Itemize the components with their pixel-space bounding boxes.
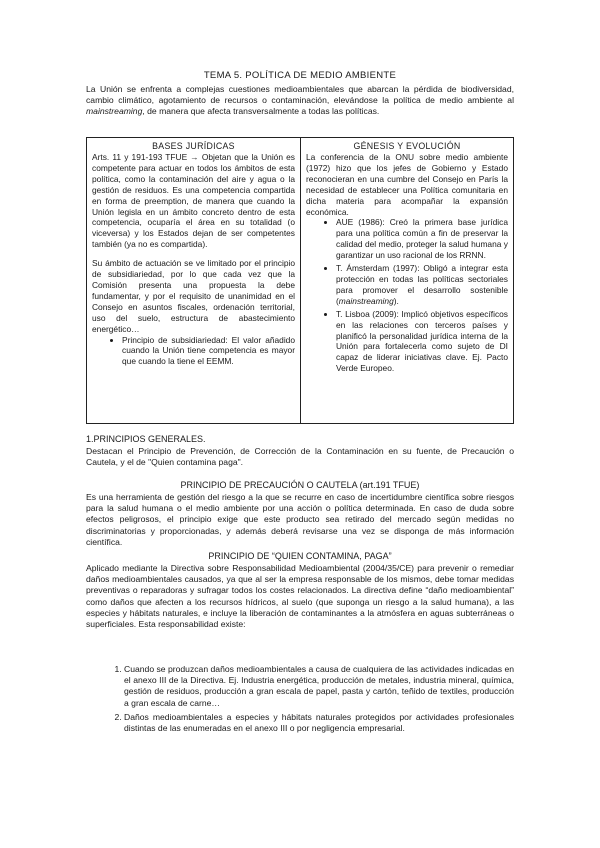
genesis-list [306,217,508,374]
list-item [336,263,508,307]
list-item-text-end: ). [393,295,399,306]
list-item: 1. Cuando se produzcan daños medioambientales a causa de cualquiera de las actividades indicadas en el anexo III de la Directiva. Ej. Industria energética, producción de metales, industria mineral, química, gestión de residuos, producción a gran escala de papel, pasta y cartón, teñido de textiles, producción a gran escala de carne… [124,664,514,709]
list-item: • AUE (1986): Creó la primera base jurídica para una política común a fin de preservar la calidad del medio, proteger la salud humana y garantizar un uso racional de los RRNN. [336,217,508,261]
genesis-header: GÉNESIS Y EVOLUCIÓN [353,141,461,151]
section-quien-contamina-text: Aplicado mediante la Directiva sobre Responsabilidad Medioambiental (2004/35/CE) para prevenir o remediar daños medioambientales causados, ya que al ser la empresa responsable de los mismos, debe tomar medidas preventivas o reparadoras y sufragar todos los costes relacionados. La directiva define “daño medioambiental” como daños que afecten a los recursos hídricos, al suelo (que suponga un riesgo a la salud humana), a las especies y hábitats naturales, e incluye la liberación de contaminantes a la atmósfera en aguas subterráneas o superficiales. Esta responsabilidad existe: [86,563,514,630]
section-heading-principios: 1.PRINCIPIOS GENERALES. [86,434,206,444]
list-item: • T. Lisboa (2009): Implicó objetivos específicos en las relaciones con terceros países y planificó la personalidad jurídica interna de la Unión para fortalecerla como sujeto de DI capaz de liderar iniciativas clave. Ej. Pacto Verde Europeo. [336,309,508,374]
intro-italic: mainstreaming [86,106,143,117]
bases-header: BASES JURÍDICAS [152,141,235,151]
list-item-italic: mainstreaming [338,295,394,306]
document-title: TEMA 5. POLÍTICA DE MEDIO AMBIENTE [203,70,397,81]
table-column-bases [87,138,301,423]
genesis-paragraph-1: La conferencia de la ONU sobre medio ambiente (1972) hizo que los jefes de Gobierno y Estado reconocieran en una cumbre del Consejo en París la necesidad de establecer una Política comunitaria en dicha materia para acompañar la expansión económica. [306,152,508,217]
list-item-text: T. Ámsterdam (1997): Obligó a integrar esta protección en todas las políticas sectoriales para promover el desarrollo sostenible ( [336,263,508,306]
list-item: • Principio de subsidiariedad: El valor añadido cuando la Unión tiene competencia es mayor que cuando la tiene el EEMM. [122,335,295,368]
section-heading-precaucion: PRINCIPIO DE PRECAUCIÓN O CAUTELA (art.191 TFUE) [180,480,420,490]
intro-text-end: , de manera que afecta transversalmente a todas las políticas. [142,106,380,117]
responsabilidad-list [86,664,514,737]
intro-text: La Unión se enfrenta a complejas cuestiones medioambientales que abarcan la pérdida de biodiversidad, cambio climático, agotamiento de recursos o contaminación, elevándose la política de medio ambiente al [86,84,514,106]
section-principios-text: Destacan el Principio de Prevención, de Corrección de la Contaminación en su fuente, de Precaución o Cautela, y el de "Quien contamina paga". [86,446,514,468]
bases-paragraph-2: Su ámbito de actuación se ve limitado por el principio de subsidiariedad, por lo que cada vez que la Comisión presenta una propuesta la debe fundamentar, y por el requisito de unanimidad en el Consejo en asuntos fiscales, ordenación territorial, uso del suelo, estructura de abastecimiento energético… [92,258,295,334]
section-heading-quien-contamina: PRINCIPIO DE “QUIEN CONTAMINA, PAGA” [208,551,392,561]
table-column-genesis [301,138,513,423]
bases-paragraph-1: Arts. 11 y 191-193 TFUE → Objetan que la Unión es competente para actuar en todos los ámbitos de esta política, como la contaminación del aire y agua o la gestión de residuos. Es una competencia compartida en forma de preemption, de manera que cuando la Unión legisla en un ámbito concreto dentro de esta competencia, ocuparía el área en su totalidad (o viceversa) y los Estados dejan de ser competentes también (ya no es compartida). [92,152,295,250]
section-precaucion-text: Es una herramienta de gestión del riesgo a la que se recurre en caso de incertidumbre científica sobre riesgos para la salud humana o el medio ambiente por una acción o política determinada. En caso de duda sobre efectos peligrosos, el principio exige que este producto sea retirado del mercado según medidas no discriminatorias y proporcionadas, y además deberá revisarse una vez se disponga de más información científica. [86,492,514,547]
list-item: 2. Daños medioambientales a especies y hábitats naturales protegidos por actividades profesionales distintas de las enumeradas en el anexo III o por negligencia empresarial. [124,712,514,734]
intro-paragraph [86,84,514,118]
bases-list [92,335,295,368]
two-column-table [86,137,514,424]
